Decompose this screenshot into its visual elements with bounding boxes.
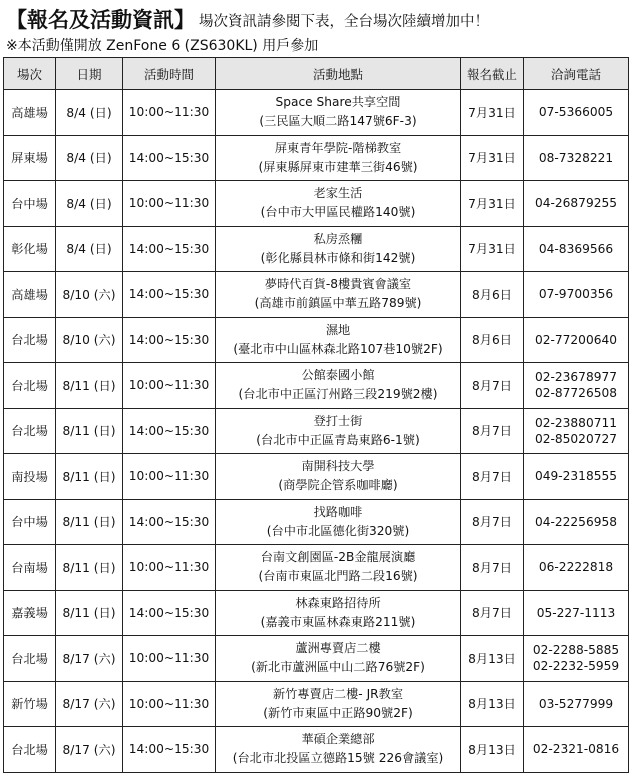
cell-phone <box>524 408 629 454</box>
cell-city: 台中場 <box>4 499 56 545</box>
column-header-date: 日期 <box>56 58 123 90</box>
cell-phone <box>524 135 629 181</box>
venue-address: (台中市大甲區民權路140號) <box>260 205 416 220</box>
venue-name: 登打士街 <box>313 413 363 428</box>
cell-deadline: 8月7日 <box>461 590 524 636</box>
venue-name: 私房烝糰 <box>313 231 363 246</box>
venue-address: (台北市北投區立德路15號 226會議室) <box>232 751 444 766</box>
cell-deadline: 8月7日 <box>461 454 524 500</box>
cell-venue <box>216 545 461 591</box>
cell-deadline: 7月31日 <box>461 226 524 272</box>
cell-city: 台北場 <box>4 727 56 773</box>
venue-address: (新竹市東區中正路90號2F) <box>263 705 413 720</box>
venue-name: 南開科技大學 <box>301 459 375 474</box>
cell-time: 14:00~15:30 <box>123 226 216 272</box>
venue-address: (嘉義市東區林森東路211號) <box>260 614 416 629</box>
cell-deadline: 8月13日 <box>461 727 524 773</box>
phone-number: 04-8369566 <box>538 241 614 256</box>
cell-date: 8/11 (日) <box>56 454 123 500</box>
venue-address: (臺北市中山區林森北路107巷10號2F) <box>233 341 443 356</box>
cell-venue <box>216 363 461 409</box>
venue-address: (台中市北區德化街320號) <box>266 523 410 538</box>
cell-date: 8/10 (六) <box>56 272 123 318</box>
cell-venue <box>216 590 461 636</box>
venue-name: 林森東路招待所 <box>295 595 381 610</box>
cell-phone <box>524 226 629 272</box>
schedule-rows <box>4 90 629 773</box>
venue-address: (高雄市前鎮區中華五路789號) <box>254 296 422 311</box>
cell-time: 14:00~15:30 <box>123 499 216 545</box>
phone-number: 05-227-1113 <box>536 605 616 620</box>
column-header-venue: 活動地點 <box>216 58 461 90</box>
venue-name: 華碩企業總部 <box>301 732 375 747</box>
venue-name: 公館泰國小館 <box>301 368 375 383</box>
phone-number: 02-23678977 <box>535 370 617 385</box>
cell-venue <box>216 408 461 454</box>
venue-address: (台北市中正區汀州路三段219號2樓) <box>238 387 438 402</box>
cell-deadline: 8月6日 <box>461 272 524 318</box>
table-row <box>4 545 629 591</box>
column-header-deadline: 報名截止 <box>461 58 524 90</box>
cell-city: 台北場 <box>4 408 56 454</box>
cell-date: 8/10 (六) <box>56 317 123 363</box>
phone-number: 04-22256958 <box>535 514 617 529</box>
cell-time: 10:00~11:30 <box>123 454 216 500</box>
cell-deadline: 7月31日 <box>461 90 524 136</box>
table-row <box>4 272 629 318</box>
table-row <box>4 363 629 409</box>
cell-venue <box>216 181 461 227</box>
table-row <box>4 499 629 545</box>
table-header-row <box>4 58 629 90</box>
cell-phone <box>524 317 629 363</box>
phone-number: 049-2318555 <box>535 469 617 484</box>
table-row <box>4 408 629 454</box>
column-header-time: 活動時間 <box>123 58 216 90</box>
cell-city: 屏東場 <box>4 135 56 181</box>
cell-deadline: 7月31日 <box>461 181 524 227</box>
eligibility-notice: ※本活動僅開放 ZenFone 6 (ZS630KL) 用戶參加 <box>6 38 319 54</box>
cell-city: 彰化場 <box>4 226 56 272</box>
cell-venue <box>216 499 461 545</box>
venue-address: (三民區大順二路147號6F-3) <box>259 114 417 129</box>
venue-address: (屏東縣屏東市建華三街46號) <box>258 159 418 174</box>
cell-venue <box>216 727 461 773</box>
venue-address: (彰化縣員林市條和街142號) <box>260 250 416 265</box>
cell-venue <box>216 681 461 727</box>
venue-name: 夢時代百貨-8樓貴賓會議室 <box>264 277 412 292</box>
cell-venue <box>216 272 461 318</box>
cell-time: 10:00~11:30 <box>123 363 216 409</box>
table-row <box>4 727 629 773</box>
venue-name: 屏東青年學院-階梯教室 <box>274 140 402 155</box>
cell-city: 新竹場 <box>4 681 56 727</box>
cell-city: 高雄場 <box>4 90 56 136</box>
table-row <box>4 681 629 727</box>
cell-city: 高雄場 <box>4 272 56 318</box>
venue-address: (台北市中正區青島東路6-1號) <box>256 432 420 447</box>
cell-time: 14:00~15:30 <box>123 408 216 454</box>
cell-time: 14:00~15:30 <box>123 135 216 181</box>
phone-number: 02-87726508 <box>535 386 617 401</box>
cell-date: 8/17 (六) <box>56 636 123 682</box>
table-row <box>4 317 629 363</box>
cell-time: 14:00~15:30 <box>123 272 216 318</box>
phone-number: 02-2321-0816 <box>532 742 620 757</box>
cell-date: 8/11 (日) <box>56 499 123 545</box>
cell-venue <box>216 454 461 500</box>
cell-phone <box>524 181 629 227</box>
cell-time: 14:00~15:30 <box>123 590 216 636</box>
cell-phone <box>524 499 629 545</box>
cell-phone <box>524 272 629 318</box>
phone-number: 02-85020727 <box>535 431 617 446</box>
cell-time: 14:00~15:30 <box>123 727 216 773</box>
phone-number: 07-5366005 <box>538 105 614 120</box>
cell-phone <box>524 363 629 409</box>
venue-address: (新北市蘆洲區中山二路76號2F) <box>251 660 425 675</box>
cell-phone <box>524 681 629 727</box>
venue-name: 濕地 <box>325 322 351 337</box>
table-row <box>4 454 629 500</box>
cell-date: 8/17 (六) <box>56 727 123 773</box>
phone-number: 02-2232-5959 <box>532 659 620 674</box>
cell-deadline: 8月7日 <box>461 499 524 545</box>
phone-number: 04-26879255 <box>535 196 617 211</box>
cell-phone <box>524 545 629 591</box>
column-header-phone: 洽詢電話 <box>524 58 629 90</box>
table-row <box>4 90 629 136</box>
cell-city: 台北場 <box>4 317 56 363</box>
page-title: 【報名及活動資訊】 <box>6 8 195 32</box>
venue-address: (商學院企管系咖啡廳) <box>278 478 398 493</box>
phone-number: 02-2288-5885 <box>532 643 620 658</box>
cell-venue <box>216 226 461 272</box>
cell-venue <box>216 90 461 136</box>
cell-date: 8/4 (日) <box>56 181 123 227</box>
venue-name: 新竹專賣店二樓- JR教室 <box>272 686 404 701</box>
venue-address: (台南市東區北門路二段16號) <box>258 569 418 584</box>
cell-date: 8/11 (日) <box>56 408 123 454</box>
venue-name: 台南文創園區-2B金龍展演廳 <box>260 550 416 565</box>
header <box>6 4 626 55</box>
phone-number: 06-2222818 <box>538 560 614 575</box>
cell-deadline: 7月31日 <box>461 135 524 181</box>
phone-number: 02-23880711 <box>535 415 617 430</box>
cell-deadline: 8月7日 <box>461 363 524 409</box>
phone-number: 07-9700356 <box>538 287 614 302</box>
cell-deadline: 8月7日 <box>461 545 524 591</box>
phone-number: 08-7328221 <box>538 150 614 165</box>
cell-date: 8/17 (六) <box>56 681 123 727</box>
cell-date: 8/11 (日) <box>56 590 123 636</box>
cell-city: 台北場 <box>4 363 56 409</box>
cell-time: 10:00~11:30 <box>123 636 216 682</box>
venue-name: 蘆洲專賣店二樓 <box>295 641 381 656</box>
table-row <box>4 135 629 181</box>
table-row <box>4 181 629 227</box>
cell-time: 14:00~15:30 <box>123 317 216 363</box>
cell-city: 南投場 <box>4 454 56 500</box>
table-row <box>4 636 629 682</box>
cell-date: 8/11 (日) <box>56 363 123 409</box>
cell-time: 10:00~11:30 <box>123 545 216 591</box>
cell-time: 10:00~11:30 <box>123 90 216 136</box>
cell-venue <box>216 317 461 363</box>
cell-city: 台中場 <box>4 181 56 227</box>
table-row <box>4 226 629 272</box>
cell-phone <box>524 90 629 136</box>
table-row <box>4 590 629 636</box>
phone-number: 02-77200640 <box>535 332 617 347</box>
cell-deadline: 8月13日 <box>461 681 524 727</box>
cell-venue <box>216 135 461 181</box>
cell-date: 8/4 (日) <box>56 90 123 136</box>
phone-number: 03-5277999 <box>538 696 614 711</box>
cell-phone <box>524 590 629 636</box>
column-header-city: 場次 <box>4 58 56 90</box>
cell-date: 8/11 (日) <box>56 545 123 591</box>
cell-phone <box>524 636 629 682</box>
cell-date: 8/4 (日) <box>56 226 123 272</box>
cell-date: 8/4 (日) <box>56 135 123 181</box>
cell-time: 10:00~11:30 <box>123 181 216 227</box>
title-line <box>6 4 626 34</box>
venue-name: 找路咖啡 <box>313 504 363 519</box>
page-subtitle: 場次資訊請參閱下表，全台場次陸續增加中！ <box>199 14 489 30</box>
cell-venue <box>216 636 461 682</box>
cell-city: 台北場 <box>4 636 56 682</box>
cell-city: 嘉義場 <box>4 590 56 636</box>
cell-city: 台南場 <box>4 545 56 591</box>
cell-time: 10:00~11:30 <box>123 681 216 727</box>
cell-phone <box>524 454 629 500</box>
cell-deadline: 8月6日 <box>461 317 524 363</box>
schedule-table <box>3 57 629 773</box>
cell-deadline: 8月13日 <box>461 636 524 682</box>
venue-name: 老家生活 <box>313 186 363 201</box>
cell-phone <box>524 727 629 773</box>
cell-deadline: 8月7日 <box>461 408 524 454</box>
venue-name: Space Share共享空間 <box>275 95 401 110</box>
